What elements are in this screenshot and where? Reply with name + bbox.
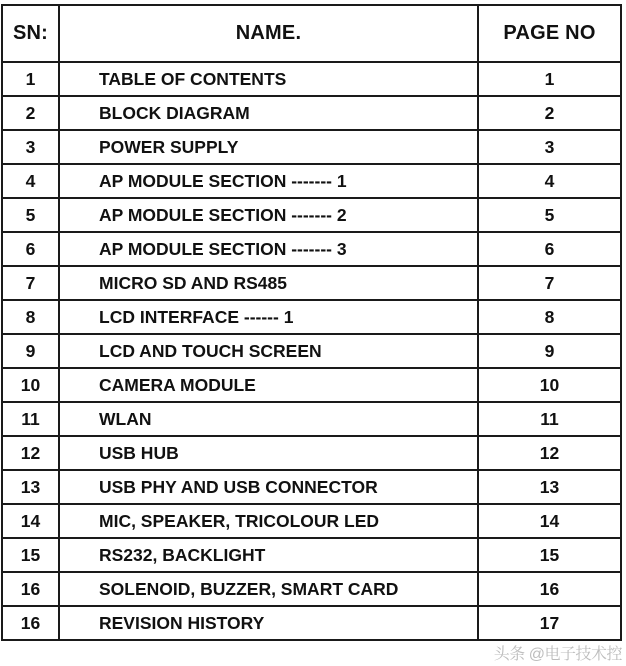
row-sn: 9: [2, 334, 59, 368]
table-row: [2, 504, 621, 538]
row-page: 10: [478, 368, 621, 402]
table-row: [2, 334, 621, 368]
row-name: LCD AND TOUCH SCREEN: [59, 334, 478, 368]
row-page: 8: [478, 300, 621, 334]
table-of-contents: [1, 4, 622, 641]
row-page: 2: [478, 96, 621, 130]
table-row: [2, 470, 621, 504]
table-row: [2, 300, 621, 334]
table-row: [2, 266, 621, 300]
table-row: [2, 572, 621, 606]
table-row: [2, 402, 621, 436]
row-sn: 6: [2, 232, 59, 266]
table-row: [2, 232, 621, 266]
row-name: REVISION HISTORY: [59, 606, 478, 640]
header-page: PAGE NO: [478, 5, 621, 62]
row-sn: 5: [2, 198, 59, 232]
row-page: 9: [478, 334, 621, 368]
header-name: NAME.: [59, 5, 478, 62]
row-name: LCD INTERFACE ------ 1: [59, 300, 478, 334]
row-name: RS232, BACKLIGHT: [59, 538, 478, 572]
row-sn: 8: [2, 300, 59, 334]
header-row: [2, 5, 621, 62]
table-row: [2, 538, 621, 572]
row-name: WLAN: [59, 402, 478, 436]
row-sn: 3: [2, 130, 59, 164]
row-page: 7: [478, 266, 621, 300]
row-page: 1: [478, 62, 621, 96]
row-name: SOLENOID, BUZZER, SMART CARD: [59, 572, 478, 606]
row-name: AP MODULE SECTION ------- 2: [59, 198, 478, 232]
table-row: [2, 436, 621, 470]
row-sn: 1: [2, 62, 59, 96]
table-row: [2, 96, 621, 130]
row-page: 16: [478, 572, 621, 606]
header-sn: SN:: [2, 5, 59, 62]
table-body: [2, 62, 621, 640]
row-sn: 15: [2, 538, 59, 572]
row-sn: 11: [2, 402, 59, 436]
row-page: 13: [478, 470, 621, 504]
row-sn: 2: [2, 96, 59, 130]
row-sn: 13: [2, 470, 59, 504]
table-row: [2, 606, 621, 640]
row-sn: 7: [2, 266, 59, 300]
row-page: 6: [478, 232, 621, 266]
row-sn: 14: [2, 504, 59, 538]
row-page: 14: [478, 504, 621, 538]
row-name: CAMERA MODULE: [59, 368, 478, 402]
table-row: [2, 164, 621, 198]
row-page: 15: [478, 538, 621, 572]
row-sn: 10: [2, 368, 59, 402]
row-name: AP MODULE SECTION ------- 1: [59, 164, 478, 198]
row-sn: 12: [2, 436, 59, 470]
row-name: MIC, SPEAKER, TRICOLOUR LED: [59, 504, 478, 538]
table-row: [2, 130, 621, 164]
row-name: POWER SUPPLY: [59, 130, 478, 164]
row-page: 3: [478, 130, 621, 164]
table-row: [2, 62, 621, 96]
row-page: 17: [478, 606, 621, 640]
row-name: AP MODULE SECTION ------- 3: [59, 232, 478, 266]
row-page: 5: [478, 198, 621, 232]
row-page: 12: [478, 436, 621, 470]
row-page: 4: [478, 164, 621, 198]
row-name: TABLE OF CONTENTS: [59, 62, 478, 96]
watermark-text: 头条 @电子技术控: [493, 646, 622, 663]
row-sn: 16: [2, 572, 59, 606]
table-row: [2, 198, 621, 232]
row-name: USB HUB: [59, 436, 478, 470]
row-name: BLOCK DIAGRAM: [59, 96, 478, 130]
table-row: [2, 368, 621, 402]
row-sn: 4: [2, 164, 59, 198]
row-page: 11: [478, 402, 621, 436]
row-name: USB PHY AND USB CONNECTOR: [59, 470, 478, 504]
row-sn: 16: [2, 606, 59, 640]
row-name: MICRO SD AND RS485: [59, 266, 478, 300]
